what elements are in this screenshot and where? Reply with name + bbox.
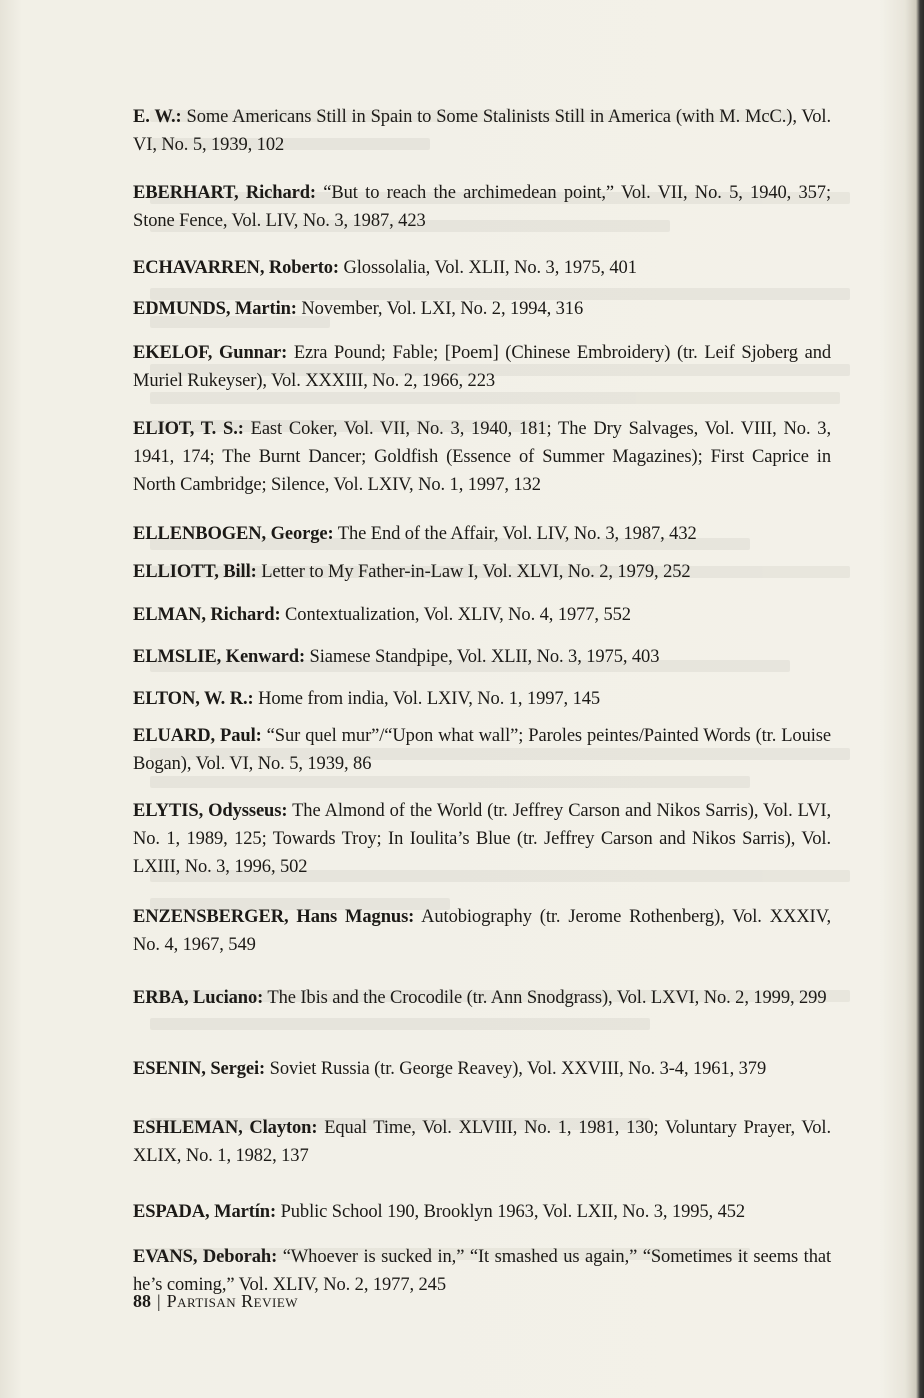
author-name: ENZENSBERGER, Hans Magnus: [133,907,415,927]
footer-separator: | [157,1291,161,1311]
index-entry [133,179,831,235]
page-footer [133,1287,298,1315]
index-entry [133,1055,831,1083]
journal-title: Partisan Review [166,1291,299,1311]
entry-text: Equal Time, Vol. XLVIII, No. 1, 1981, 130; Voluntary Prayer, Vol. XLIX, No. 1, 1982, 137 [133,1118,831,1166]
entry-text: East Coker, Vol. VII, No. 3, 1940, 181; The Dry Salvages, Vol. VIII, No. 3, 1941, 174; The Burnt Dancer; Goldfish (Essence of Summer Magazines); First Caprice in North Cambridge; Silence, Vol. LXIV, No. 1, 1997, 132 [133,419,831,495]
entry-text: Public School 190, Brooklyn 1963, Vol. LXII, No. 3, 1995, 452 [276,1202,746,1222]
author-name: E. W.: [133,107,182,127]
entry-text: Home from india, Vol. LXIV, No. 1, 1997, 145 [253,689,601,709]
author-name: ESHLEMAN, Clayton: [133,1118,318,1138]
author-name: EKELOF, Gunnar: [133,343,288,363]
entry-text: The End of the Affair, Vol. LIV, No. 3, 1987, 432 [333,524,697,544]
index-entry [133,643,831,671]
entry-text: Soviet Russia (tr. George Reavey), Vol. XXVIII, No. 3-4, 1961, 379 [265,1059,767,1079]
index-entry [133,339,831,395]
author-name: ECHAVARREN, Roberto: [133,258,339,278]
author-name: ELUARD, Paul: [133,726,262,746]
author-name: ESENIN, Sergei: [133,1059,266,1079]
index-entry [133,295,831,323]
index-entry [133,722,831,778]
index-entry [133,984,831,1012]
entry-text: Siamese Standpipe, Vol. XLII, No. 3, 1975, 403 [305,647,660,667]
author-name: ELMSLIE, Kenward: [133,647,306,667]
author-name: EDMUNDS, Martin: [133,299,297,319]
author-name: ERBA, Luciano: [133,988,264,1008]
entry-text: November, Vol. LXI, No. 2, 1994, 316 [296,299,584,319]
entry-text: “Whoever is sucked in,” “It smashed us again,” “Sometimes it seems that he’s coming,” Vol. XLIV, No. 2, 1977, 245 [133,1247,831,1295]
entry-text: The Ibis and the Crocodile (tr. Ann Snodgrass), Vol. LXVI, No. 2, 1999, 299 [263,988,827,1008]
entry-text: Ezra Pound; Fable; [Poem] (Chinese Embroidery) (tr. Leif Sjoberg and Muriel Rukeyser), Vol. XXXIII, No. 2, 1966, 223 [133,343,831,391]
index-entry [133,520,831,548]
entry-text: Letter to My Father-in-Law I, Vol. XLVI, No. 2, 1979, 252 [256,562,691,582]
index-entry [133,601,831,629]
page-number: 88 [133,1291,151,1311]
index-entry [133,558,831,586]
author-name: ELMAN, Richard: [133,605,281,625]
author-name: ELYTIS, Odysseus: [133,801,288,821]
entry-text: Contextualization, Vol. XLIV, No. 4, 1977, 552 [280,605,631,625]
entry-text: The Almond of the World (tr. Jeffrey Carson and Nikos Sarris), Vol. LVI, No. 1, 1989, 125; Towards Troy; In Ioulita’s Blue (tr. Jeffrey Carson and Nikos Sarris), Vol. LXIII, No. 3, 1996, 502 [133,801,831,877]
index-entry [133,1198,831,1226]
entry-text: “But to reach the archimedean point,” Vol. VII, No. 5, 1940, 357; Stone Fence, Vol. LIV, No. 3, 1987, 423 [133,183,831,231]
author-name: EBERHART, Richard: [133,183,316,203]
author-name: ELLENBOGEN, George: [133,524,334,544]
author-name: ELLIOTT, Bill: [133,562,257,582]
author-name: ELIOT, T. S.: [133,419,244,439]
index-entry [133,903,831,959]
entry-text: “Sur quel mur”/“Upon what wall”; Paroles peintes/Painted Words (tr. Louise Bogan), Vol. VI, No. 5, 1939, 86 [133,726,831,774]
author-name: ELTON, W. R.: [133,689,254,709]
index-entry [133,254,831,282]
index-entry [133,797,831,881]
entry-text: Some Americans Still in Spain to Some Stalinists Still in America (with M. McC.), Vol. VI, No. 5, 1939, 102 [133,107,831,155]
entry-text: Autobiography (tr. Jerome Rothenberg), Vol. XXXIV, No. 4, 1967, 549 [133,907,831,955]
index-entry [133,685,831,713]
author-name: ESPADA, Martín: [133,1202,277,1222]
entry-text: Glossolalia, Vol. XLII, No. 3, 1975, 401 [338,258,637,278]
author-name: EVANS, Deborah: [133,1247,278,1267]
index-entry [133,1114,831,1170]
index-entry [133,103,831,159]
index-entry [133,415,831,499]
